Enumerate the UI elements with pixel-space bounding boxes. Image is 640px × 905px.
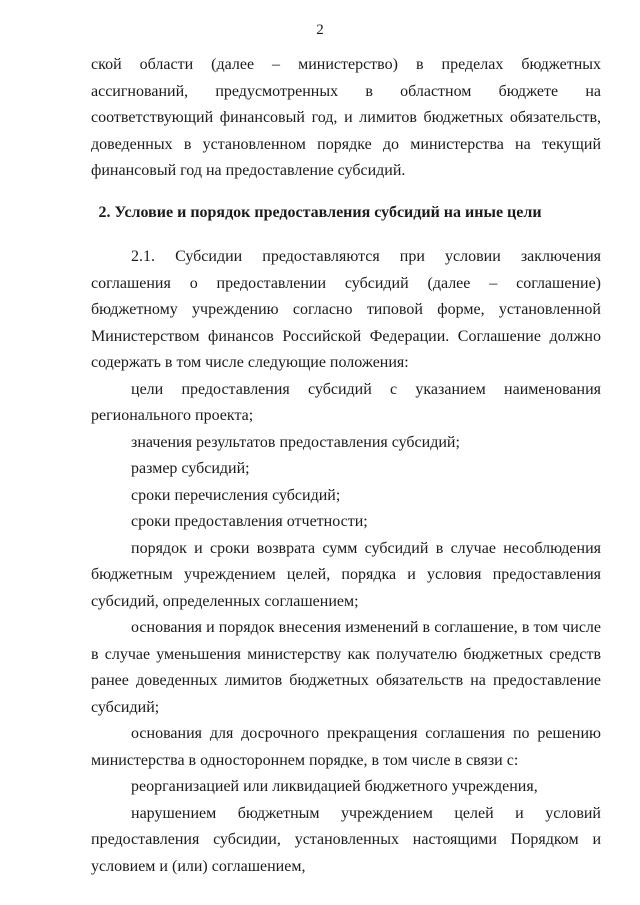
intro-paragraph-block <box>91 52 601 185</box>
paragraph-2-1: 2.1. Субсидии предоставляются при условии заключения соглашения о предоставлении субсидий (далее – соглашение) бюджетному учреждению согласно типовой форме, установленной Министерством финансов Российской Федерации. Соглашение должно содержать в том числе следующие положения: <box>91 248 601 371</box>
list-item-results: значения результатов предоставления субсидий; <box>131 433 460 451</box>
list-item-amendments: основания и порядок внесения изменений в соглашение, в том числе в случае уменьшения министерству как получателю бюджетных средств ранее доведенных лимитов бюджетных обязательств на предоставление субсидий; <box>91 619 601 716</box>
list-item-goals: цели предоставления субсидий с указанием наименования регионального проекта; <box>91 380 601 424</box>
intro-paragraph: ской области (далее – министерство) в пределах бюджетных ассигнований, предусмотренных в областном бюджете на соответствующий финансовый год, и лимитов бюджетных обязательств, доведенных в установленном порядке до министерства на текущий финансовый год на предоставление субсидий. <box>91 56 601 179</box>
list-item-early-termination: основания для досрочного прекращения соглашения по решению министерства в одностороннем порядке, в том числе в связи с: <box>91 725 601 769</box>
section-body <box>91 244 601 880</box>
list-item-violation: нарушением бюджетным учреждением целей и условий предоставления субсидии, установленных настоящими Порядком и условием и (или) соглашением, <box>91 804 601 875</box>
list-item-reorganization: реорганизацией или ликвидацией бюджетного учреждения, <box>131 778 538 795</box>
section-heading: 2. Условие и порядок предоставления субсидий на иные цели <box>98 204 542 221</box>
list-item-reporting-terms: сроки предоставления отчетности; <box>131 513 368 530</box>
list-item-refund-procedure: порядок и сроки возврата сумм субсидий в случае несоблюдения бюджетным учреждением целей, порядка и условия предоставления субсидий, определенных соглашением; <box>91 539 601 610</box>
page-number: 2 <box>316 22 324 38</box>
list-item-size: размер субсидий; <box>131 460 250 477</box>
list-item-transfer-terms: сроки перечисления субсидий; <box>131 486 341 504</box>
